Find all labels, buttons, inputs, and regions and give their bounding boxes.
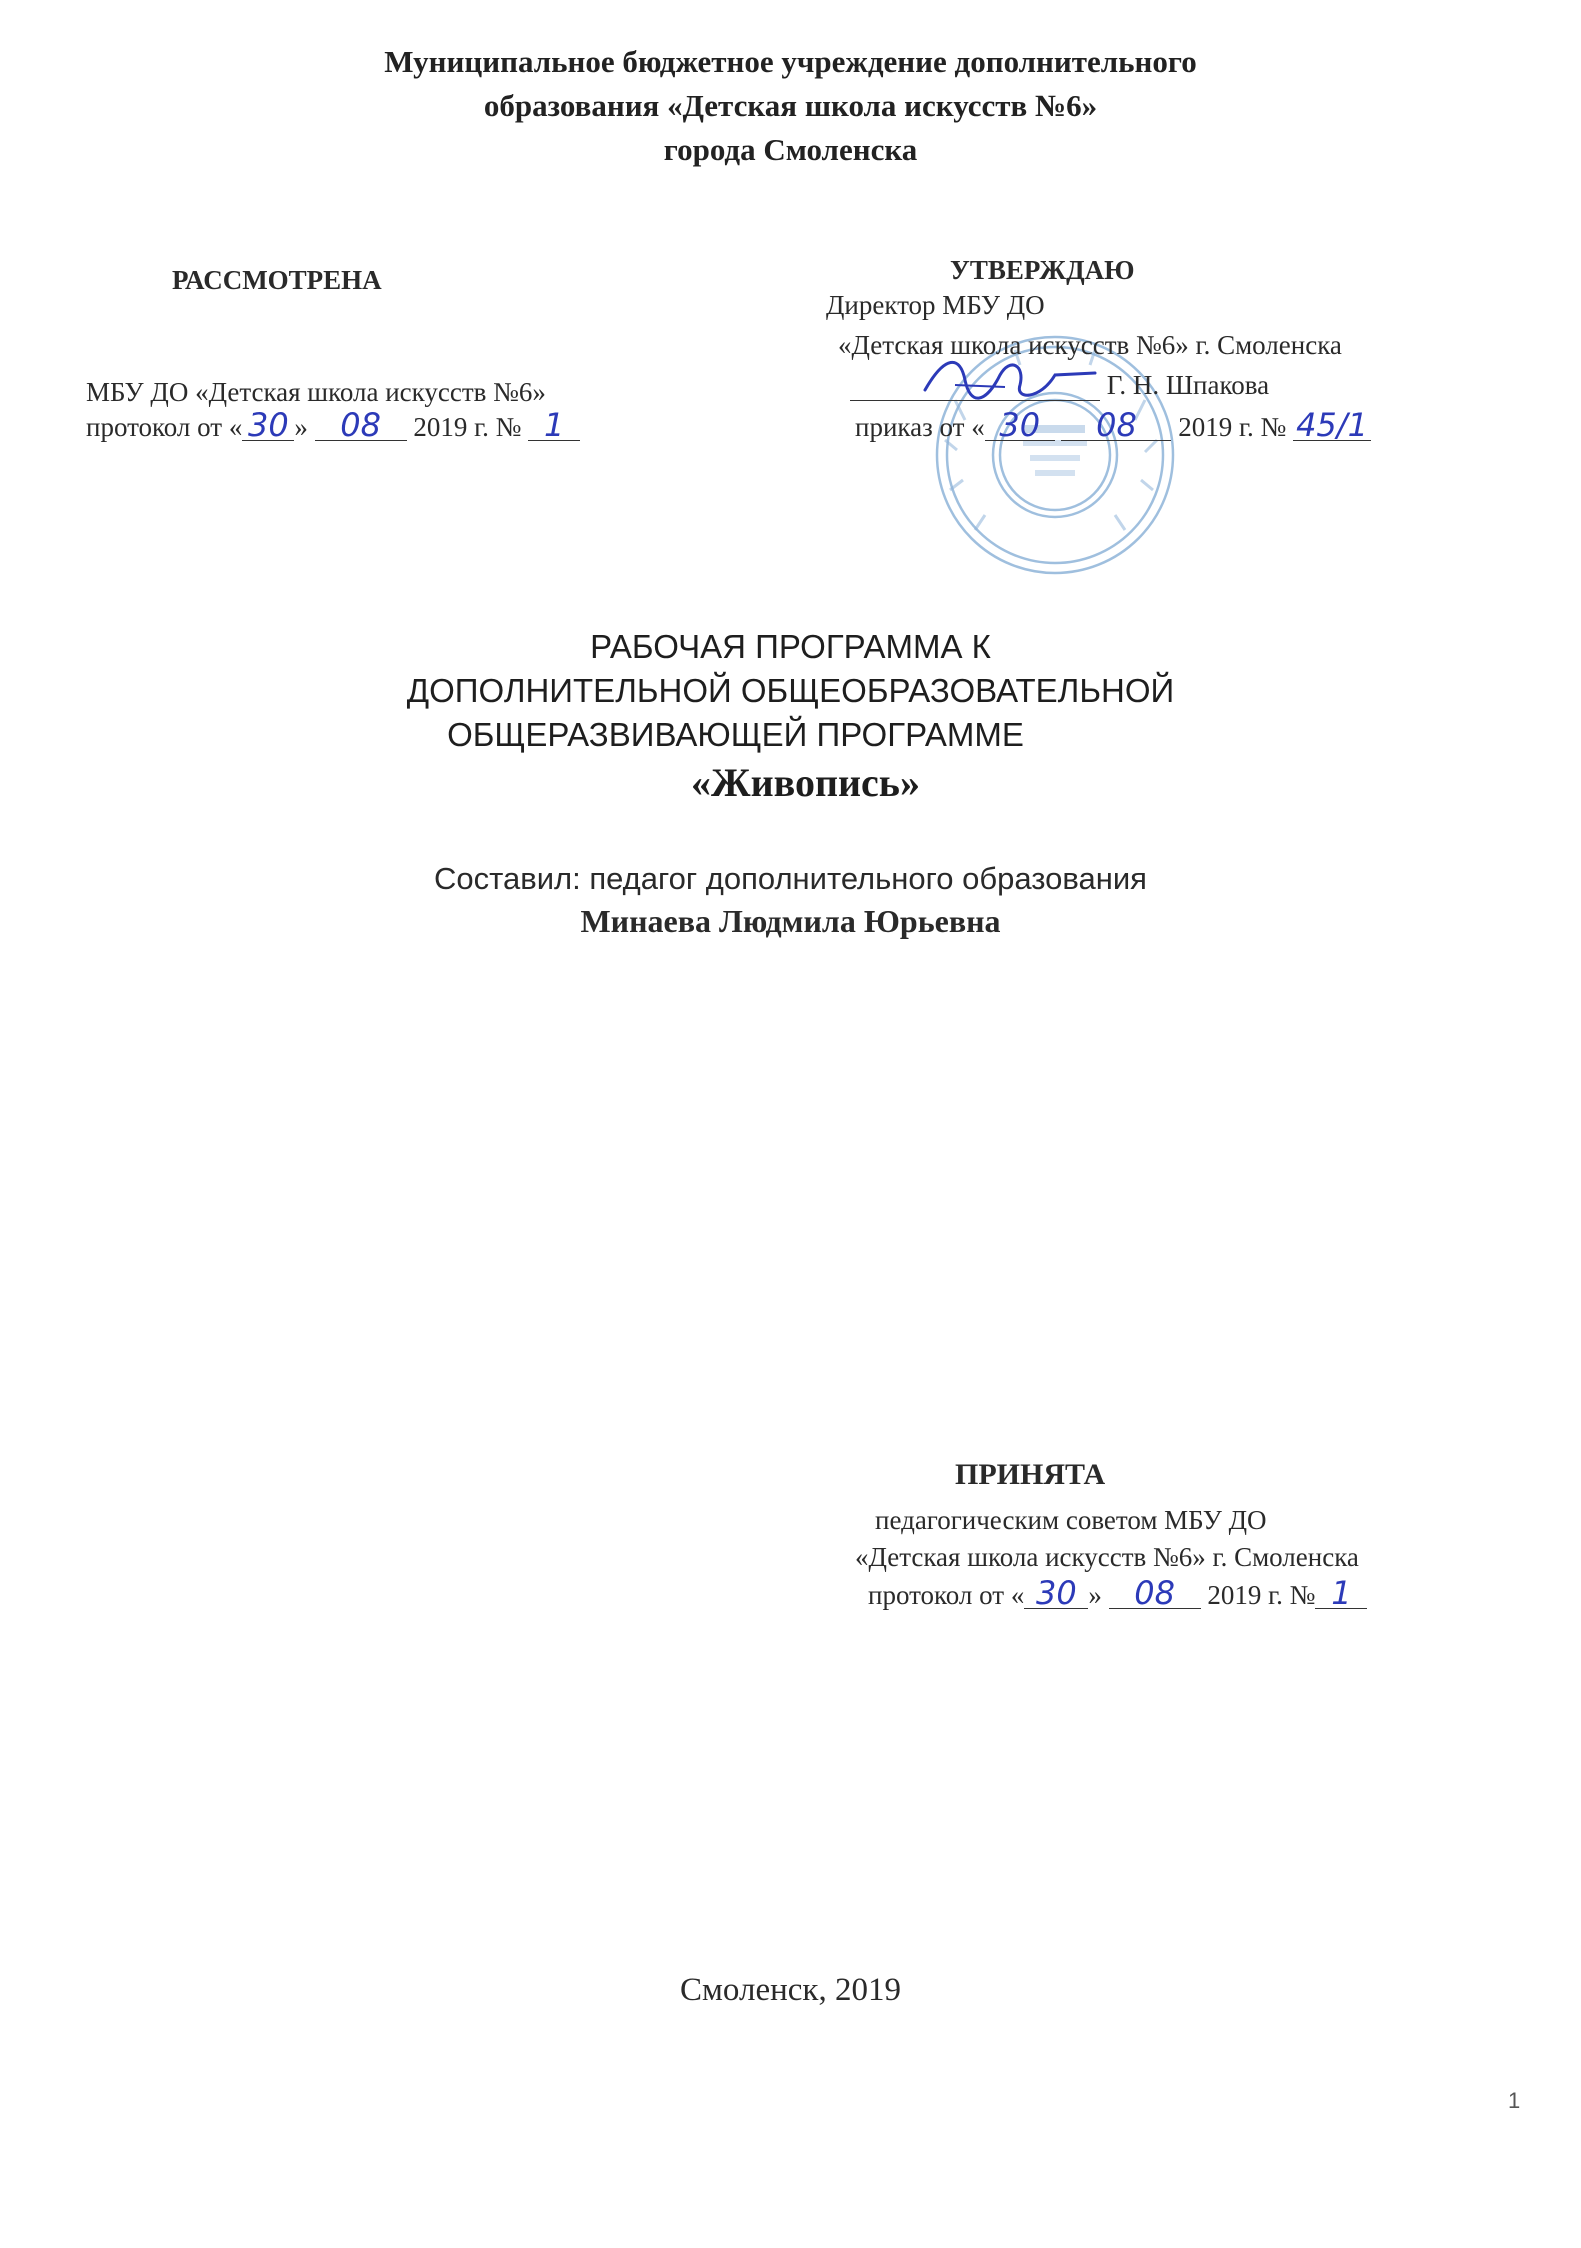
title-line-3: ОБЩЕРАЗВИВАЮЩЕЙ ПРОГРАММЕ xyxy=(447,716,1024,753)
composer-name: Минаева Людмила Юрьевна xyxy=(580,903,1001,939)
accepted-title: ПРИНЯТА xyxy=(955,1458,1106,1491)
accepted-month: 08 xyxy=(1109,1578,1201,1609)
page-number: 1 xyxy=(1508,2088,1521,2113)
reviewed-protocol-line xyxy=(86,406,580,444)
signature-icon xyxy=(915,345,1105,415)
approve-day: 30 xyxy=(985,410,1055,441)
composer-label: Составил: педагог дополнительного образования xyxy=(434,861,1147,896)
header-line-3: города Смоленска xyxy=(663,132,918,167)
title-line-1: РАБОЧАЯ ПРОГРАММА К xyxy=(590,628,991,665)
title-line-2: ДОПОЛНИТЕЛЬНОЙ ОБЩЕОБРАЗОВАТЕЛЬНОЙ xyxy=(406,672,1175,709)
approve-order-prefix: приказ от « xyxy=(855,412,985,442)
reviewed-title: РАССМОТРЕНА xyxy=(172,265,382,295)
approve-order-line xyxy=(855,406,1371,444)
reviewed-protocol-prefix: протокол от « xyxy=(86,412,243,442)
accepted-protocol-line xyxy=(868,1574,1367,1612)
reviewed-mid: » xyxy=(294,412,308,442)
approve-signer: Г. Н. Шпакова xyxy=(1106,370,1270,400)
reviewed-number: 1 xyxy=(528,410,580,441)
approve-position: Директор МБУ ДО xyxy=(826,290,1045,320)
accepted-line-2: «Детская школа искусств №6» г. Смоленска xyxy=(855,1542,1359,1572)
reviewed-year-text: 2019 г. № xyxy=(413,412,522,442)
approve-month: 08 xyxy=(1061,410,1171,441)
city-year: Смоленск, 2019 xyxy=(680,1972,901,2008)
accepted-day: 30 xyxy=(1024,1578,1088,1609)
header-line-2: образования «Детская школа искусств №6» xyxy=(483,88,1098,123)
accepted-year-text: 2019 г. № xyxy=(1207,1580,1316,1610)
accepted-protocol-prefix: протокол от « xyxy=(868,1580,1025,1610)
program-title-block xyxy=(0,625,1581,805)
institution-header xyxy=(0,40,1581,172)
reviewed-day: 30 xyxy=(242,410,294,441)
approve-org: «Детская школа искусств №6» г. Смоленска xyxy=(838,330,1342,360)
accepted-mid: » xyxy=(1088,1580,1102,1610)
reviewed-org: МБУ ДО «Детская школа искусств №6» xyxy=(86,377,546,407)
approve-year-text: 2019 г. № xyxy=(1178,412,1287,442)
approve-title: УТВЕРЖДАЮ xyxy=(950,255,1135,285)
header-line-1: Муниципальное бюджетное учреждение дополнительного xyxy=(384,44,1197,79)
reviewed-month: 08 xyxy=(315,410,407,441)
program-name: «Живопись» xyxy=(691,760,920,805)
accepted-number: 1 xyxy=(1315,1578,1367,1609)
approve-number: 45/1 xyxy=(1293,410,1371,441)
composer-block xyxy=(0,858,1581,942)
accepted-line-1: педагогическим советом МБУ ДО xyxy=(875,1505,1267,1535)
